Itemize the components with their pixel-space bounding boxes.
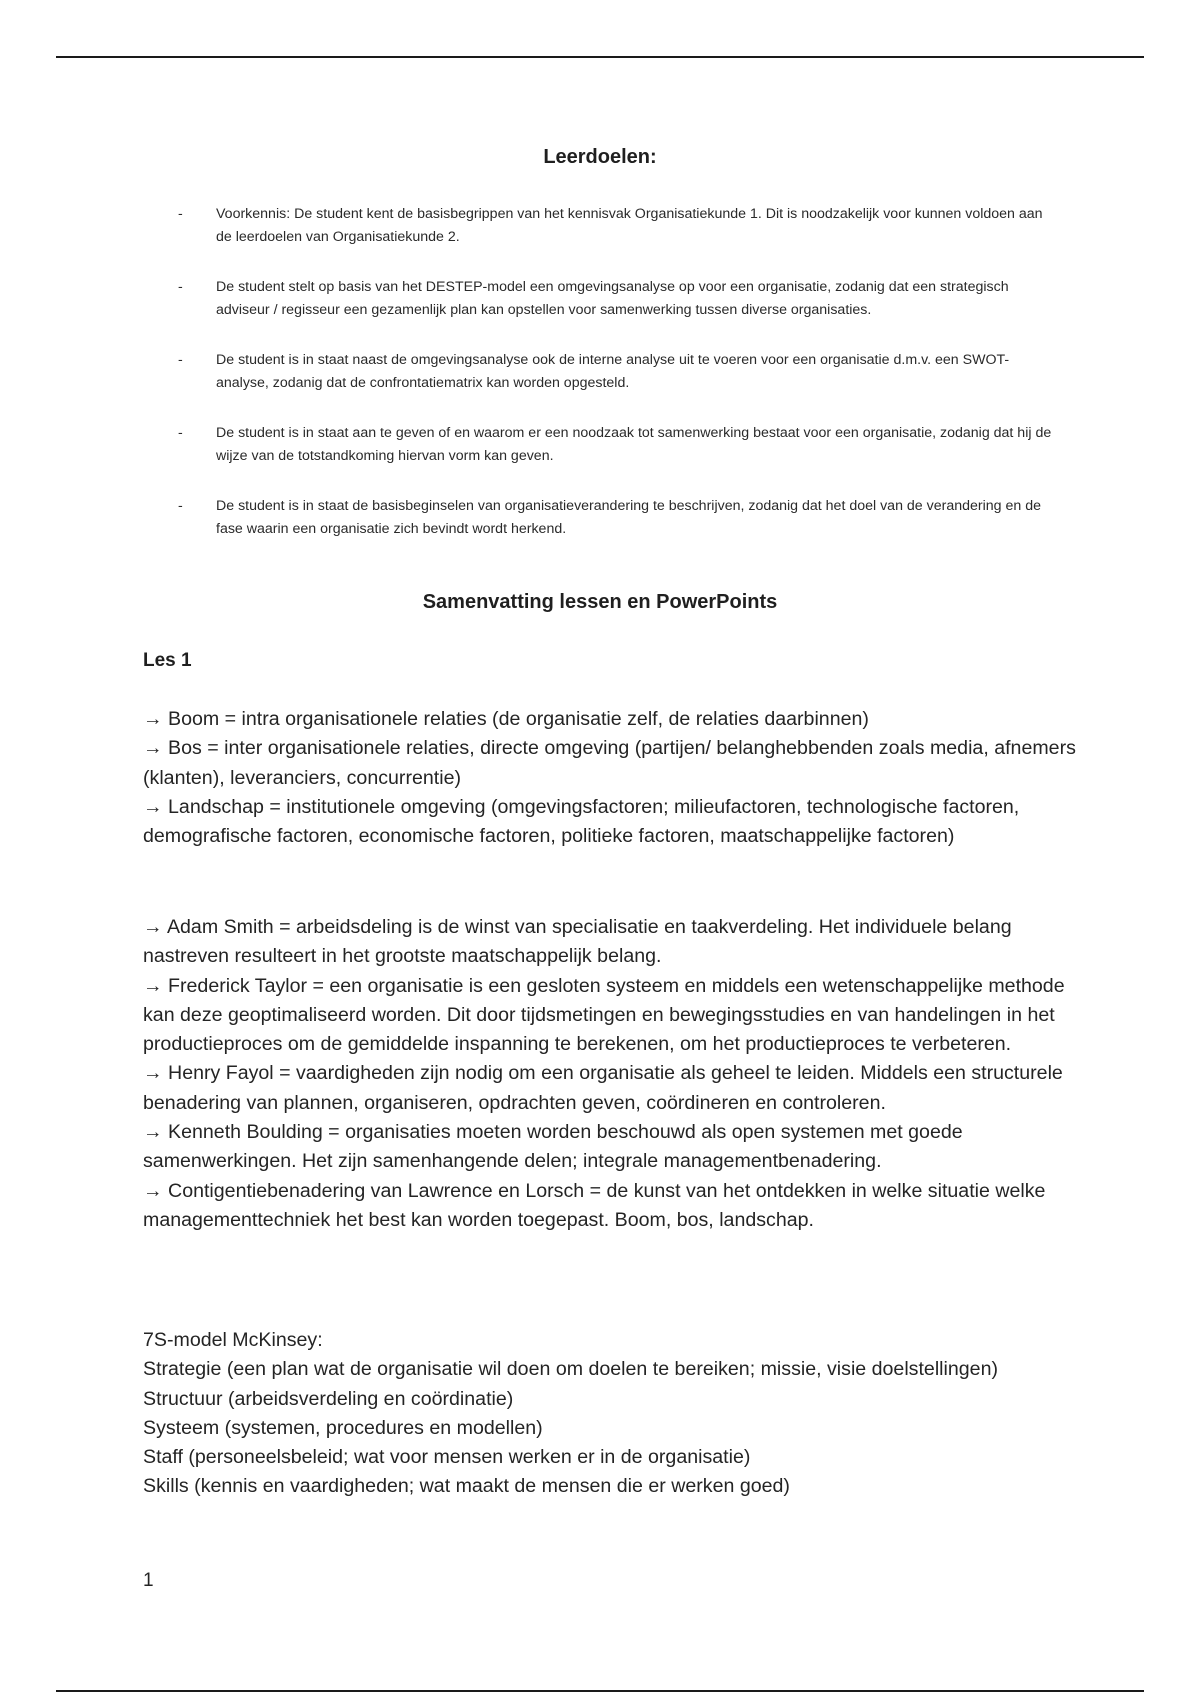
learning-goal-item: [178, 276, 1058, 321]
learning-goals-list: [178, 203, 1058, 568]
summary-heading: Samenvatting lessen en PowerPoints: [422, 591, 778, 613]
goal-bullet: -: [178, 206, 183, 222]
goal-bullet: -: [178, 279, 183, 295]
footer-rule: [56, 1690, 1144, 1692]
goal-bullet: -: [178, 425, 183, 441]
learning-goals-heading: Leerdoelen:: [543, 146, 657, 168]
body-paragraph: Skills (kennis en vaardigheden; wat maakt de mensen die er werken goed): [143, 1475, 790, 1498]
body-paragraph: → Adam Smith = arbeidsdeling is de winst van specialisatie en taakverdeling. Het individuele belang nastreven resulteert in het grootste maatschappelijk belang.: [143, 916, 1012, 968]
goal-text: De student is in staat de basisbeginselen van organisatieverandering te beschrijven, zodanig dat het doel van de verandering en de fase waarin een organisatie zich bevindt wordt herkend.: [216, 498, 1042, 537]
goal-bullet: -: [178, 498, 183, 514]
learning-goal-item: [178, 349, 1058, 394]
learning-goal-item: [178, 422, 1058, 467]
theorists-block: [143, 913, 1083, 1235]
body-paragraph: Structuur (arbeidsverdeling en coördinatie): [143, 1387, 514, 1410]
goal-text: De student is in staat aan te geven of en waarom er een noodzaak tot samenwerking bestaat voor een organisatie, zodanig dat hij de wijze van de totstandkoming hiervan vorm kan geven.: [216, 425, 1052, 464]
body-paragraph: → Bos = inter organisationele relaties, directe omgeving (partijen/ belanghebbenden zoals media, afnemers (klanten), leveranciers, concurrentie): [143, 737, 1076, 789]
boom-bos-landschap-block: [143, 705, 1083, 851]
learning-goal-item: [178, 203, 1058, 248]
learning-goal-item: [178, 495, 1058, 540]
goal-bullet: -: [178, 352, 183, 368]
header-rule: [56, 56, 1144, 58]
body-paragraph: Strategie (een plan wat de organisatie wil doen om doelen te bereiken; missie, visie doelstellingen): [143, 1358, 998, 1381]
goal-text: De student stelt op basis van het DESTEP-model een omgevingsanalyse op voor een organisatie, zodanig dat een strategisch adviseur / regisseur een gezamenlijk plan kan opstellen voor samenwerking tussen diverse organisaties.: [216, 279, 1009, 318]
goal-text: Voorkennis: De student kent de basisbegrippen van het kennisvak Organisatiekunde 1. Dit is noodzakelijk voor kunnen voldoen aan de leerdoelen van Organisatiekunde 2.: [216, 206, 1043, 245]
body-paragraph: → Henry Fayol = vaardigheden zijn nodig om een organisatie als geheel te leiden. Middels een structurele benadering van plannen, organiseren, opdrachten geven, coördineren en controleren.: [143, 1062, 1063, 1114]
body-paragraph: → Kenneth Boulding = organisaties moeten worden beschouwd als open systemen met goede samenwerkingen. Het zijn samenhangende delen; integrale managementbenadering.: [143, 1121, 963, 1173]
goal-text: De student is in staat naast de omgevingsanalyse ook de interne analyse uit te voeren voor een organisatie d.m.v. een SWOT- analyse, zodanig dat de confrontatiematrix kan worden opgesteld.: [216, 352, 1010, 391]
body-paragraph: → Landschap = institutionele omgeving (omgevingsfactoren; milieufactoren, technologische factoren, demografische factoren, economische factoren, politieke factoren, maatschappelijke factoren): [143, 795, 1020, 848]
page-number: 1: [143, 1570, 154, 1591]
lesson-heading: Les 1: [143, 650, 192, 671]
body-paragraph: → Frederick Taylor = een organisatie is een gesloten systeem en middels een wetenschappelijke methode kan deze geoptimaliseerd worden. Dit door tijdsmetingen en bewegingsstudies en van handelingen in het productieproces om de gemiddelde inspanning te berekenen, om het productieproces te verbeteren.: [143, 974, 1065, 1056]
body-paragraph: 7S-model McKinsey:: [143, 1329, 323, 1351]
body-paragraph: → Boom = intra organisationele relaties (de organisatie zelf, de relaties daarbinnen): [143, 708, 869, 730]
body-paragraph: Systeem (systemen, procedures en modellen): [143, 1416, 543, 1439]
body-paragraph: Staff (personeelsbeleid; wat voor mensen werken er in de organisatie): [143, 1446, 751, 1469]
seven-s-model-block: [143, 1326, 1083, 1502]
body-paragraph: → Contigentiebenadering van Lawrence en Lorsch = de kunst van het ontdekken in welke situatie welke managementtechniek het best kan worden toegepast. Boom, bos, landschap.: [143, 1179, 1046, 1231]
